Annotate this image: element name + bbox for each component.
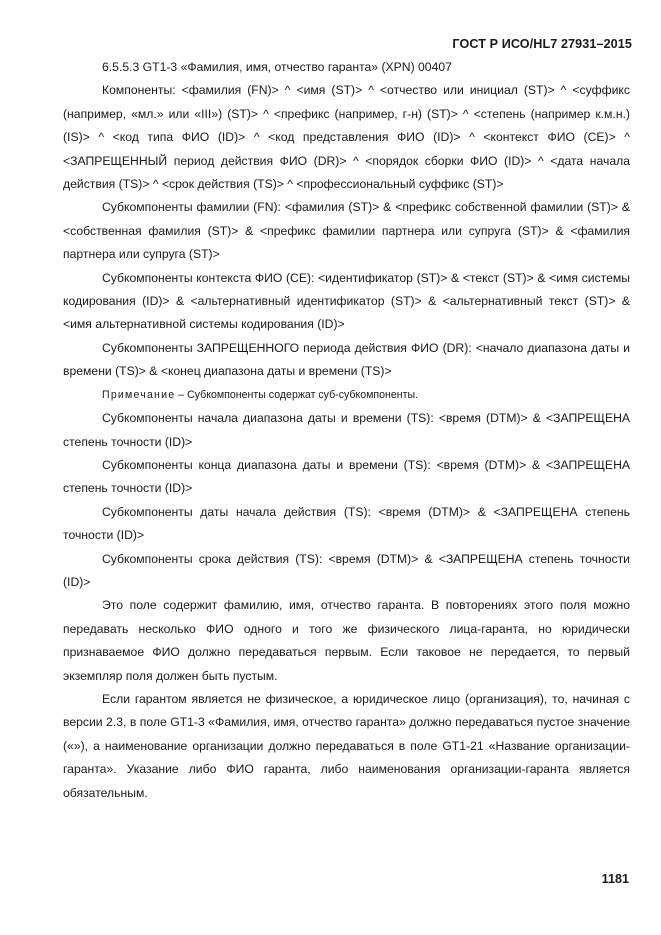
expiry-subcomponents-paragraph: Субкомпоненты срока действия (TS): <время (DTM)> & <ЗАПРЕЩЕНА степень точности (ID)> — [63, 551, 630, 589]
document-body — [63, 56, 630, 805]
legal-entity-paragraph: Если гарантом является не физическое, а юридическое лицо (организация), то, начиная с версии 2.3, в поле GT1-3 «Фамилия, имя, отчество гаранта» должно передаваться пустое значение («»), а наименование организации должно передаваться в поле GT1-21 «Название организации-гаранта». Указание либо ФИО гаранта, либо наименования организации-гаранта является обязательным. — [63, 691, 630, 800]
context-subcomponents-paragraph: Субкомпоненты контекста ФИО (CE): <идентификатор (ST)> & <текст (ST)> & <имя системы кодирования (ID)> & <альтернативный идентификатор (ST)> & <альтернативный текст (ST)> & <имя альтернативной системы кодирования (ID)> — [63, 270, 630, 332]
note-text: – Субкомпоненты содержат суб-субкомпоненты. — [175, 388, 419, 401]
range-start-subcomponents-paragraph: Субкомпоненты начала диапазона даты и времени (TS): <время (DTM)> & <ЗАПРЕЩЕНА степень точности (ID)> — [63, 411, 630, 449]
note-label: Примечание — [102, 388, 176, 401]
note-paragraph — [63, 384, 630, 407]
family-subcomponents-paragraph: Субкомпоненты фамилии (FN): <фамилия (ST)> & <префикс собственной фамилии (ST)> & <собственная фамилия (ST)> & <префикс фамилии партнера или супруга (ST)> & <фамилия партнера или супруга (ST)> — [63, 200, 630, 262]
period-subcomponents-paragraph: Субкомпоненты ЗАПРЕЩЕННОГО периода действия ФИО (DR): <начало диапазона даты и времени (TS)> & <конец диапазона даты и времени (TS)> — [63, 340, 630, 379]
range-end-subcomponents-paragraph: Субкомпоненты конца диапазона даты и времени (TS): <время (DTM)> & <ЗАПРЕЩЕНА степень точности (ID)> — [63, 457, 630, 496]
page-number: 1181 — [601, 872, 629, 886]
field-description-paragraph: Это поле содержит фамилию, имя, отчество гаранта. В повторениях этого поля можно передавать несколько ФИО одного и того же физического лица-гаранта, но юридически признаваемое ФИО должно передаваться первым. Если таковое не передается, то первый экземпляр поля должен быть пустым. — [63, 598, 630, 683]
section-title: 6.5.5.3 GT1-3 «Фамилия, имя, отчество гаранта» (XPN) 00407 — [102, 60, 452, 74]
standard-header: ГОСТ Р ИСО/HL7 27931–2015 — [452, 37, 632, 51]
components-paragraph: Компоненты: <фамилия (FN)> ^ <имя (ST)> ^ <отчество или инициал (ST)> ^ <суффикс (например, «мл.» или «III») (ST)> ^ <префикс (например, г-н) (ST)> ^ <степень (например к.м.н.) (IS)> ^ <код типа ФИО (ID)> ^ <код представления ФИО (ID)> ^ <контекст ФИО (CE)> ^ <ЗАПРЕЩЕННЫЙ период действия ФИО (DR)> ^ <порядок сборки ФИО (ID)> ^ <дата начала действия (TS)> ^ <срок действия (TS)> ^ <профессиональный суффикс (ST)> — [63, 83, 630, 192]
start-date-subcomponents-paragraph: Субкомпоненты даты начала действия (TS): <время (DTM)> & <ЗАПРЕЩЕНА степень точности (ID)> — [63, 504, 630, 543]
